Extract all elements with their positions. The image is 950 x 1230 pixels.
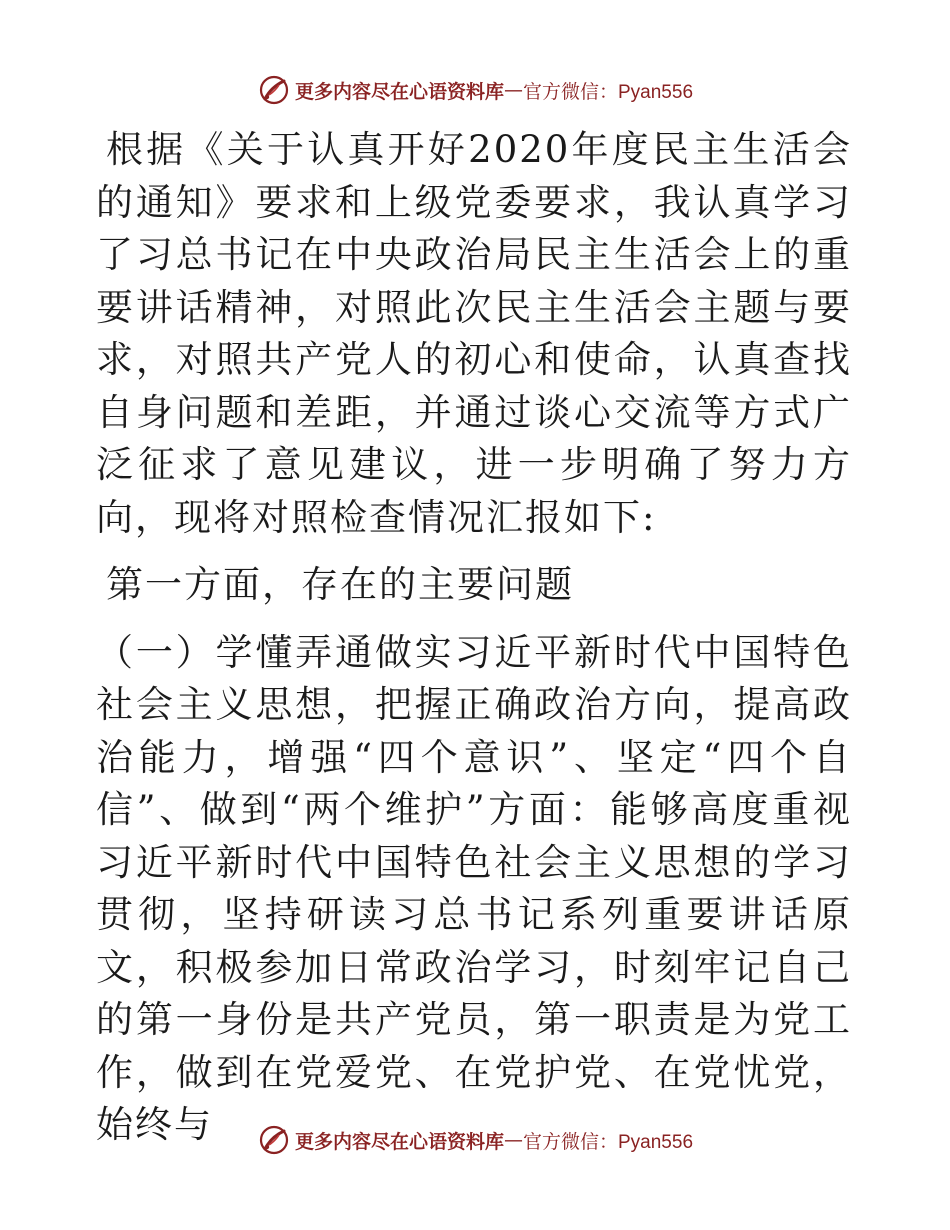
watermark-dash: — (504, 79, 523, 101)
footer-watermark-banner (0, 1120, 950, 1160)
brush-logo-icon (257, 73, 291, 107)
watermark-dash: — (504, 1129, 523, 1151)
brush-logo-icon (257, 1123, 291, 1157)
document-body (96, 124, 852, 1152)
paragraph-intro: 根据《关于认真开好2020年度民主生活会的通知》要求和上级党委要求，我认真学习了习总书记在中央政治局民主生活会上的重要讲话精神，对照此次民主生活会主题与要求，对照共产党人的初心和使命，认真查找自身问题和差距，并通过谈心交流等方式广泛征求了意见建议，进一步明确了努力方向，现将对照检查情况汇报如下: (96, 128, 852, 539)
watermark-text: 更多内容尽在心语资料库 (294, 80, 504, 103)
watermark-text: 更多内容尽在心语资料库 (294, 1130, 504, 1153)
paragraph-point-one: （一）学懂弄通做实习近平新时代中国特色社会主义思想，把握正确政治方向，提高政治能力，增强“四个意识”、坚定“四个自信”、做到“两个维护”方面：能够高度重视习近平新时代中国特色社会主义思想的学习贯彻，坚持研读习总书记系列重要讲话原文，积极参加日常政治学习，时刻牢记自己的第一身份是共产党员，第一职责是为党工作，做到在党爱党、在党护党、在党忧党，始终与 (96, 630, 852, 1146)
watermark-contact: 官方微信：Pyan556 (523, 1131, 694, 1153)
header-watermark-banner (0, 70, 950, 110)
watermark-contact: 官方微信：Pyan556 (523, 81, 694, 103)
section-heading: 第一方面，存在的主要问题 (106, 563, 574, 606)
